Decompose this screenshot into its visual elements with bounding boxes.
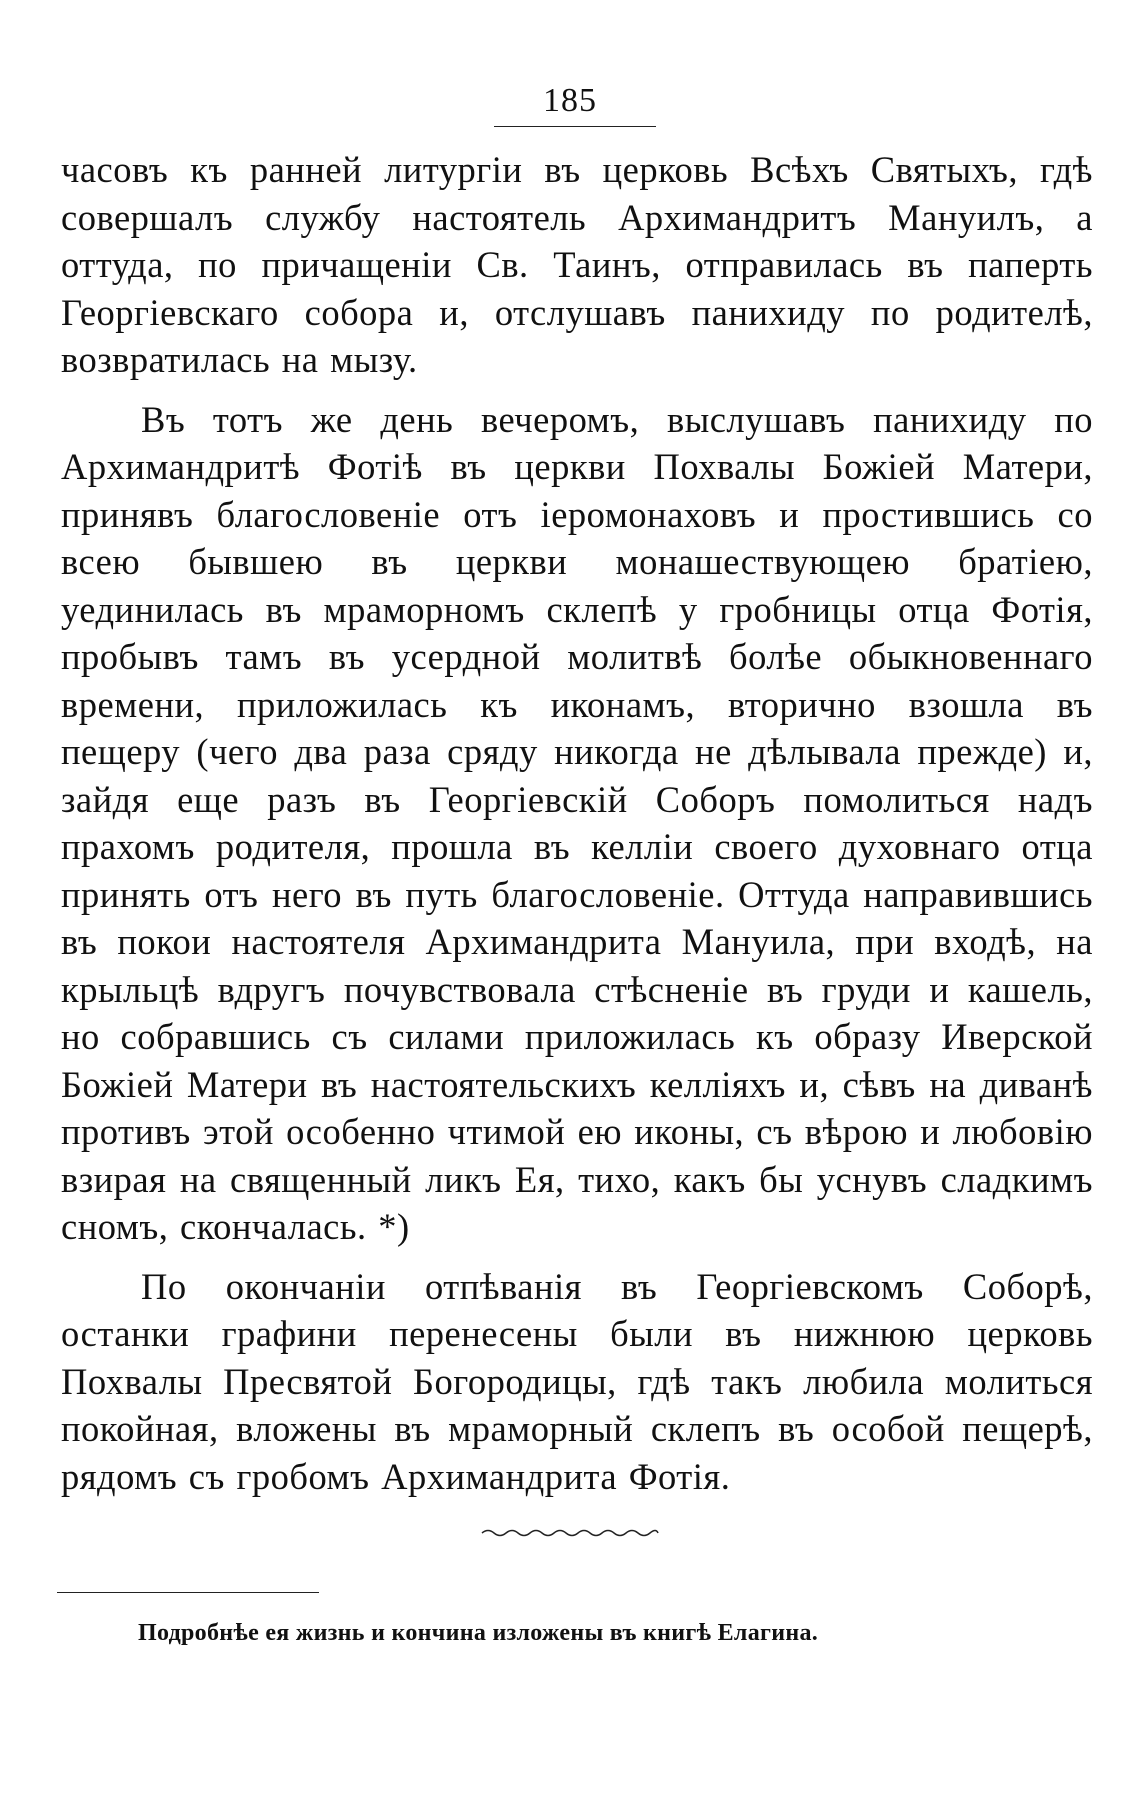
paragraph-2: Въ тотъ же день вечеромъ, выслушавъ панихиду по Архимандритѣ Фотіѣ въ церкви Похвалы Божіей Матери, принявъ благословеніе отъ іеромонаховъ и простившись со всею бывшею въ церкви монашествующею братіею, уединилась въ мраморномъ склепѣ у гробницы отца Фотія, пробывъ тамъ въ усердной молитвѣ болѣе обыкновеннаго времени, приложилась къ иконамъ, вторично взошла въ пещеру (чего два раза сряду никогда не дѣлывала прежде) и, зайдя еще разъ въ Георгіевскій Соборъ помолиться надъ прахомъ родителя, прошла въ келліи своего духовнаго отца принять отъ него въ путь благословеніе. Оттуда направившись въ покои настоятеля Архимандрита Мануила, при входѣ, на крыльцѣ вдругъ почувствовала стѣсненіе въ груди и кашель, но собравшись съ силами приложилась къ образу Иверской Божіей Матери въ настоятельскихъ келліяхъ и, сѣвъ на диванѣ противъ этой особенно чтимой ею иконы, съ вѣрою и любовію взирая на священный ликъ Ея, тихо, какъ бы уснувъ сладкимъ сномъ, скончалась. *)	[61, 398, 1093, 1247]
ornamental-divider	[480, 1526, 660, 1540]
footnote-rule	[57, 1592, 319, 1593]
footnote: Подробнѣе ея жизнь и кончина изложены въ книгѣ Елагина.	[138, 1620, 819, 1646]
paragraph-1: часовъ къ ранней литургіи въ церковь Всѣхъ Святыхъ, гдѣ совершалъ службу настоятель Архимандритъ Мануилъ, а оттуда, по причащеніи Св. Таинъ, отправилась въ паперть Георгіевскаго собора и, отслушавъ панихиду по родителѣ, возвратилась на мызу.	[61, 149, 1093, 380]
paragraph-3: По окончаніи отпѣванія въ Георгіевскомъ Соборѣ, останки графини перенесены были въ нижнюю церковь Похвалы Пресвятой Богородицы, гдѣ такъ любила молиться покойная, вложены въ мраморный склепъ въ особой пещерѣ, рядомъ съ гробомъ Архимандрита Фотія.	[61, 1265, 1093, 1497]
main-text	[61, 146, 1093, 1500]
page-number: 185	[543, 82, 597, 119]
page-number-rule	[494, 126, 656, 127]
